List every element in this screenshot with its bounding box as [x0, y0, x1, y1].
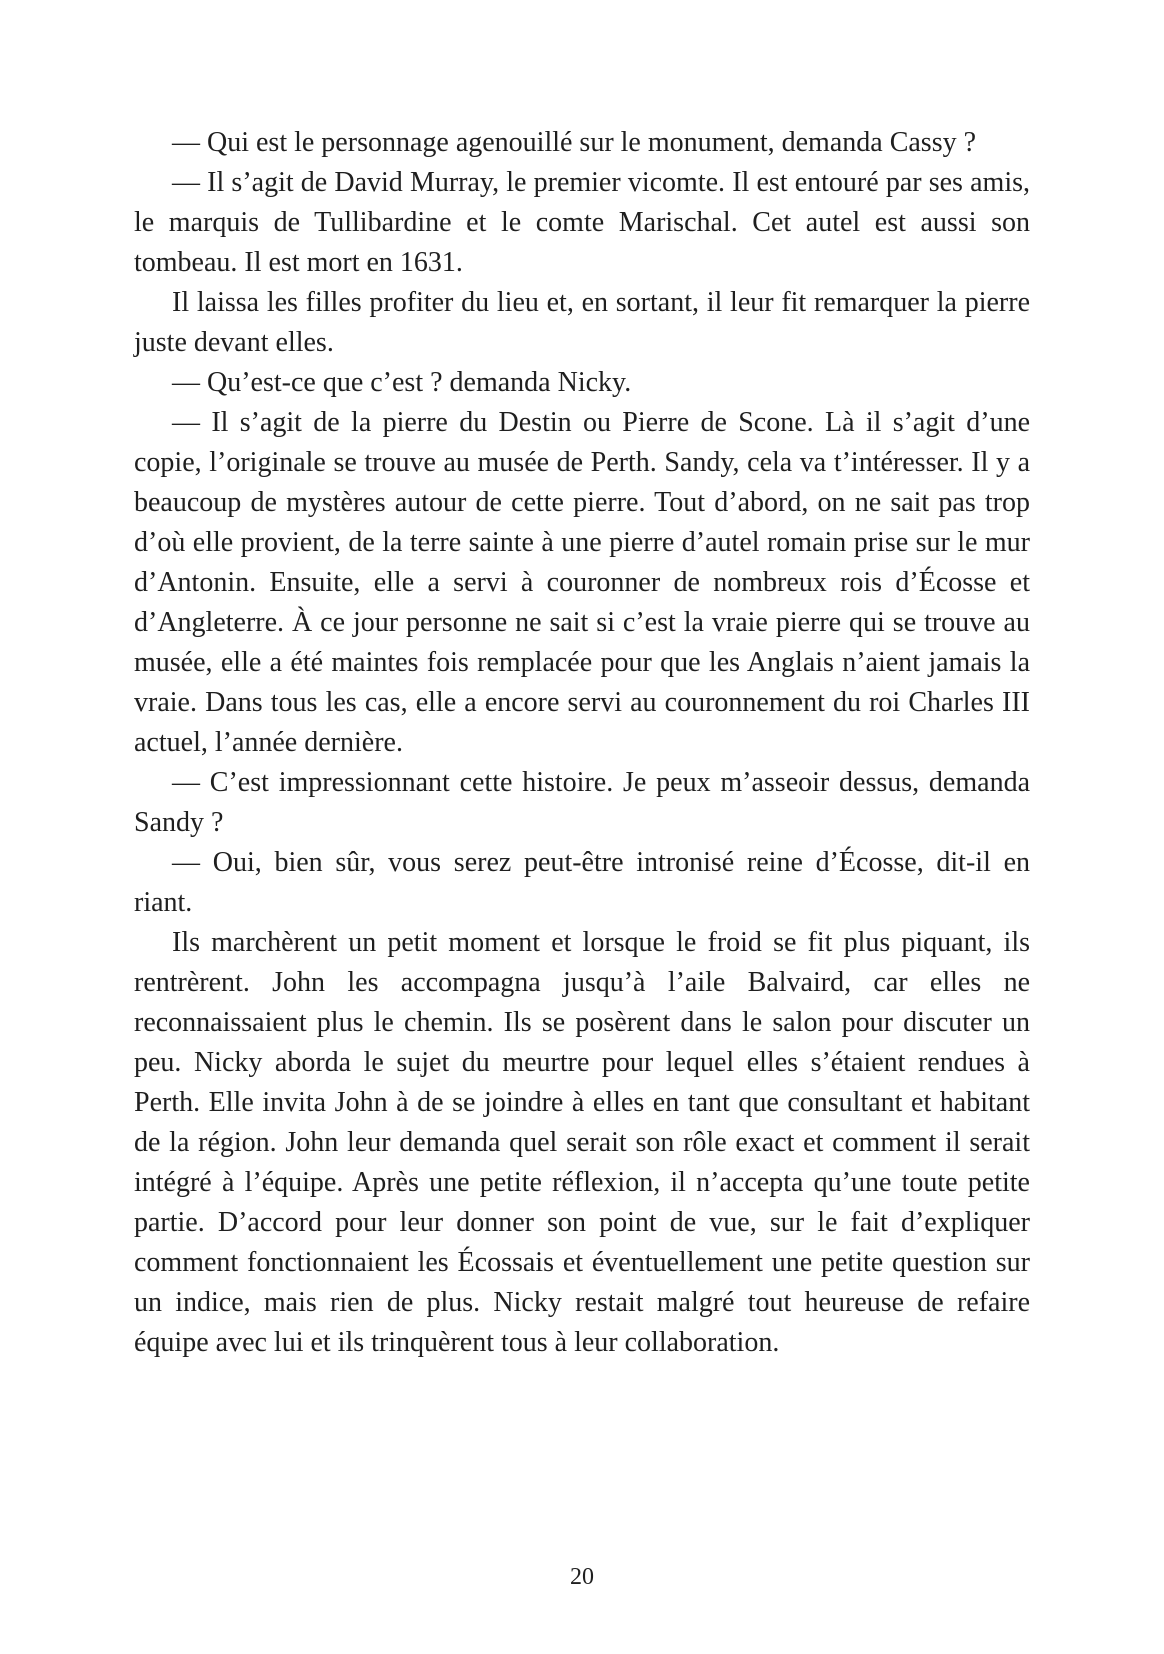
body-text — [134, 123, 1030, 1363]
paragraph: — Oui, bien sûr, vous serez peut-être intronisé reine d’Écosse, dit-il en riant. — [134, 847, 1030, 918]
paragraph: — Qui est le personnage agenouillé sur le monument, demanda Cassy ? — [172, 127, 977, 158]
paragraph: Ils marchèrent un petit moment et lorsque le froid se fit plus piquant, ils rentrèrent. John les accompagna jusqu’à l’aile Balvaird, car elles ne reconnaissaient plus le chemin. Ils se posèrent dans le salon pour discuter un peu. Nicky aborda le sujet du meurtre pour lequel elles s’étaient rendues à Perth. Elle invita John à de se joindre à elles en tant que consultant et habitant de la région. John leur demanda quel serait son rôle exact et comment il serait intégré à l’équipe. Après une petite réflexion, il n’accepta qu’une toute petite partie. D’accord pour leur donner son point de vue, sur le fait d’expliquer comment fonctionnaient les Écossais et éventuellement une petite question sur un indice, mais rien de plus. Nicky restait malgré tout heureuse de refaire équipe avec lui et ils trinquèrent tous à leur collaboration. — [134, 927, 1030, 1358]
paragraph: — Il s’agit de David Murray, le premier vicomte. Il est entouré par ses amis, le marquis de Tullibardine et le comte Marischal. Cet autel est aussi son tombeau. Il est mort en 1631. — [134, 167, 1030, 278]
paragraph: Il laissa les filles profiter du lieu et, en sortant, il leur fit remarquer la pierre juste devant elles. — [134, 287, 1030, 358]
paragraph: — C’est impressionnant cette histoire. Je peux m’asseoir dessus, demanda Sandy ? — [134, 767, 1030, 838]
paragraph: — Il s’agit de la pierre du Destin ou Pierre de Scone. Là il s’agit d’une copie, l’originale se trouve au musée de Perth. Sandy, cela va t’intéresser. Il y a beaucoup de mystères autour de cette pierre. Tout d’abord, on ne sait pas trop d’où elle provient, de la terre sainte à une pierre d’autel romain prise sur le mur d’Antonin. Ensuite, elle a servi à couronner de nombreux rois d’Écosse et d’Angleterre. À ce jour personne ne sait si c’est la vraie pierre qui se trouve au musée, elle a été maintes fois remplacée pour que les Anglais n’aient jamais la vraie. Dans tous les cas, elle a encore servi au couronnement du roi Charles III actuel, l’année dernière. — [134, 407, 1030, 758]
paragraph: — Qu’est-ce que c’est ? demanda Nicky. — [172, 367, 632, 398]
page-number: 20 — [570, 1564, 594, 1590]
